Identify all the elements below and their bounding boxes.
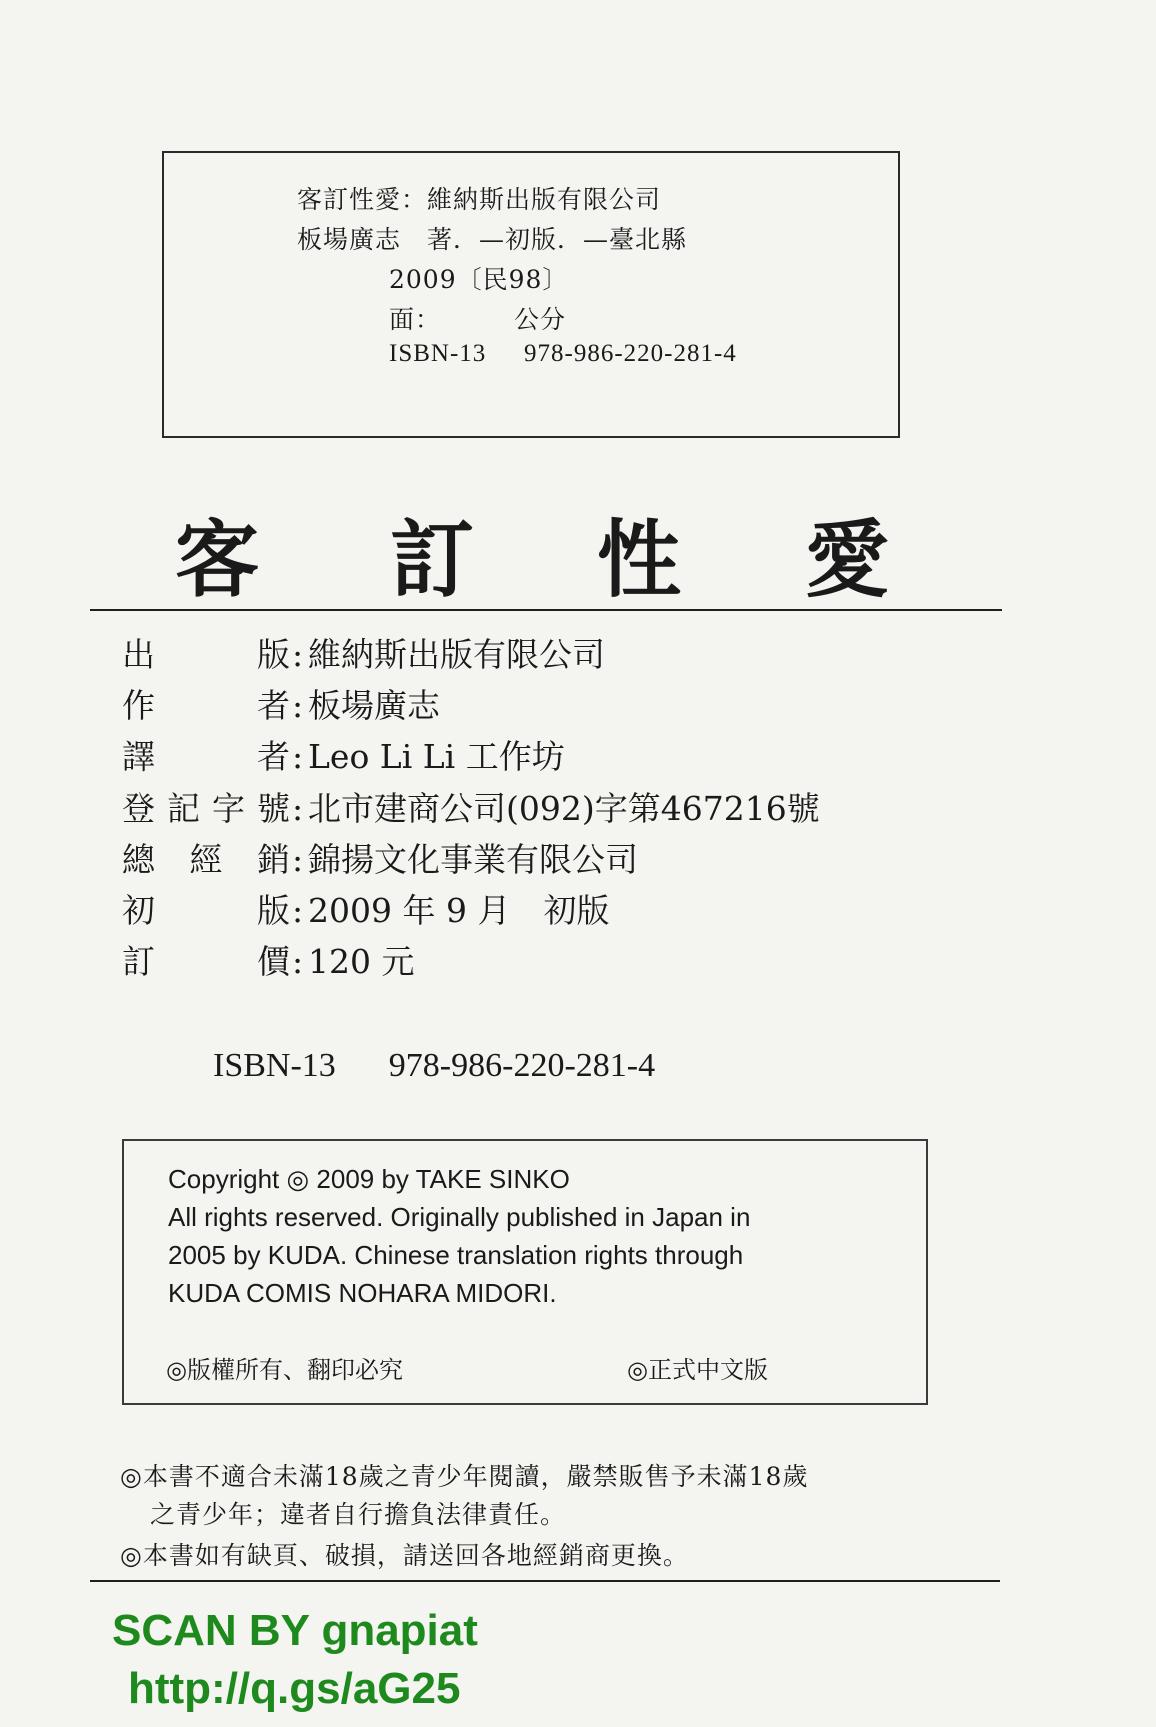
age-notice: ◎本書不適合未滿18歲之青少年閱讀，嚴禁販售予未滿18歲 <box>120 1462 809 1491</box>
info-label: 總經銷 <box>122 840 292 879</box>
info-label: 訂價 <box>122 942 292 981</box>
copyright-line: All rights reserved. Originally published in Japan in <box>168 1202 751 1232</box>
isbn-value: 978-986-220-281-4 <box>388 1047 656 1084</box>
copyright-line: 2005 by KUDA. Chinese translation rights through <box>168 1240 744 1270</box>
info-value: 北市建商公司(092)字第467216號 <box>308 789 820 828</box>
info-row-price: 訂價: 120 元 <box>122 940 414 984</box>
title-char: 客 <box>175 510 260 609</box>
info-row-edition: 初版: 2009 年 9 月 初版 <box>122 889 609 933</box>
info-value: Leo Li Li 工作坊 <box>308 737 565 776</box>
bottom-rule <box>90 1580 1000 1582</box>
cip-line-title: 客訂性愛：維納斯出版有限公司 <box>297 185 662 214</box>
cip-isbn-label: ISBN-13 <box>389 340 487 367</box>
isbn <box>213 1047 655 1085</box>
scan-credit: SCAN BY gnapiat <box>112 1606 478 1655</box>
defect-notice: ◎本書如有缺頁、破損，請送回各地經銷商更換。 <box>120 1541 689 1570</box>
copyright-line: KUDA COMIS NOHARA MIDORI. <box>168 1278 557 1308</box>
cip-isbn-value: 978-986-220-281-4 <box>524 340 737 367</box>
title-rule <box>90 609 1002 611</box>
info-row-registration: 登記字號: 北市建商公司(092)字第467216號 <box>122 787 820 831</box>
info-value: 120 元 <box>308 942 415 981</box>
title-char: 訂 <box>390 510 475 609</box>
info-label: 登記字號 <box>122 789 292 828</box>
copyright-line: Copyright ◎ 2009 by TAKE SINKO <box>168 1164 570 1194</box>
cip-box <box>162 151 900 438</box>
book-title <box>0 510 1156 610</box>
info-value: 板場廣志 <box>308 686 440 725</box>
info-row-translator: 譯者: Leo Li Li 工作坊 <box>122 735 565 779</box>
info-label: 譯者 <box>122 737 292 776</box>
info-label: 出版 <box>122 635 292 674</box>
info-row-publisher: 出版: 維納斯出版有限公司 <box>122 633 605 677</box>
info-value: 錦揚文化事業有限公司 <box>308 840 638 879</box>
title-char: 性 <box>597 510 682 609</box>
info-label: 作者 <box>122 686 292 725</box>
edition-note: ◎正式中文版 <box>627 1356 768 1384</box>
info-label: 初版 <box>122 891 292 930</box>
info-row-author: 作者: 板場廣志 <box>122 684 440 728</box>
cip-line-author: 板場廣志 著．—初版．—臺北縣 <box>297 225 688 254</box>
title-char: 愛 <box>805 510 890 609</box>
info-row-distributor: 總經銷: 錦揚文化事業有限公司 <box>122 838 638 882</box>
cip-line-units: 公分 <box>514 305 567 334</box>
rights-reserved-note: ◎版權所有、翻印必究 <box>166 1356 403 1384</box>
scan-url: http://q.gs/aG25 <box>128 1664 461 1713</box>
isbn-label: ISBN-13 <box>213 1047 336 1084</box>
info-value: 2009 年 9 月 初版 <box>308 891 610 930</box>
copyright-box <box>122 1139 928 1405</box>
age-notice-cont: 之青少年；違者自行擔負法律責任。 <box>150 1500 567 1529</box>
cip-line-year: 2009〔民98〕 <box>389 265 569 294</box>
info-value: 維納斯出版有限公司 <box>308 635 605 674</box>
cip-line-pages: 面： <box>389 305 442 334</box>
